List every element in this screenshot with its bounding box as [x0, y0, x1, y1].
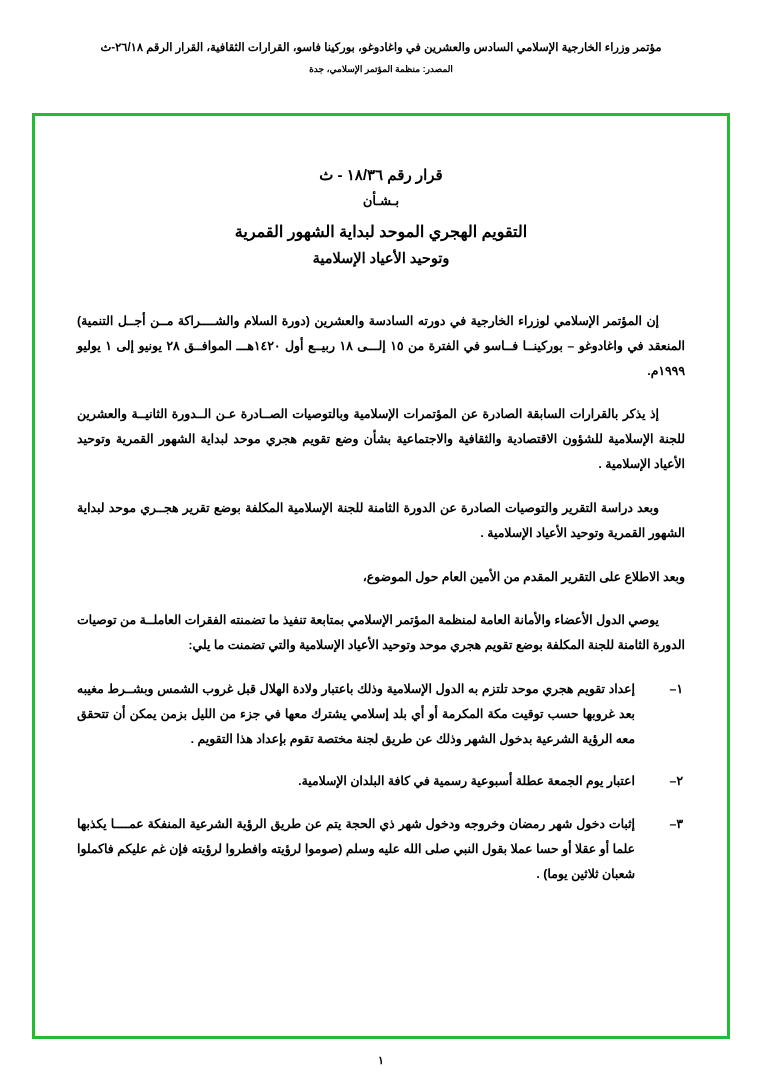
list-item-marker: ٢– [669, 774, 683, 789]
list-item [77, 769, 685, 794]
list-item-marker: ٣– [669, 817, 683, 832]
page-number: ١ [378, 1055, 384, 1067]
resolution-regarding-label: بـشـأن [362, 193, 400, 208]
resolution-subject-line-2: وتوحيد الأعياد الإسلامية [312, 251, 450, 267]
list-item-text: إعداد تقويم هجري موحد تلتزم به الدول الإسلامية وذلك باعتبار ولادة الهلال قبل غروب الشمس وبشــرط مغيبه بعد غروبها حسب توقيت مكة المكرمة أو أي بلد إسلامي يشترك معها في جزء من الليل بزمن يمكن أن تتحقق معه الرؤية الشرعية بدخول الشهر وذلك عن طريق لجنة مختصة تقوم بإعداد هذا التقويم . [77, 681, 635, 746]
resolution-number: قرار رقم ١٨/٣٦ - ث [319, 167, 443, 184]
list-item [77, 812, 685, 886]
list-item-marker: ١– [669, 681, 683, 696]
resolution-subject-line-1: التقويم الهجري الموحد لبداية الشهور القمرية [234, 224, 528, 241]
list-item [77, 677, 685, 751]
document-header [0, 0, 762, 75]
document-header-title: مؤتمر وزراء الخارجية الإسلامي السادس والعشرين في واغادوغو، بوركينا فاسو، القرارات الثقافية، القرار الرقم ٢٦/١٨-ث [100, 42, 662, 54]
paragraph: إن المؤتمر الإسلامي لوزراء الخارجية في دورته السادسة والعشرين (دورة السلام والشــــراكة مــن أجــل التنمية) المنعقد في واغادوغو – بوركينــا فــاسو في الفترة من ١٥ إلـــى ١٨ ربيــع أول ١٤٢٠هـــ الموافــق ٢٨ يونيو إلى ١ يوليو ١٩٩٩م. [77, 314, 685, 378]
resolution-title-block [77, 166, 685, 267]
list-item-text: إثبات دخول شهر رمضان وخروجه ودخول شهر ذي الحجة يتم عن طريق الرؤية الشرعية المنفكة عمــــا يكذبها علما أو عقلا أو حسا عملا بقول النبي صلى الله عليه وسلم (صوموا لرؤيته وافطروا لرؤيته فإن غم عليكم فاكملوا شعبان ثلاثين يوما) . [77, 817, 635, 881]
paragraph: يوصي الدول الأعضاء والأمانة العامة لمنظمة المؤتمر الإسلامي بمتابعة تنفيذ ما تضمنته الفقرات العاملــة من توصيات الدورة الثامنة للجنة المكلفة بوضع تقويم هجري موحد وتوحيد الأعياد الإسلامية والتي تضمنت ما يلي: [77, 613, 685, 653]
document-source-line: المصدر: منظمة المؤتمر الإسلامي، جدة [309, 64, 453, 75]
bordered-content-frame [32, 113, 730, 1039]
operative-clauses-list [77, 677, 685, 887]
list-item-text: اعتبار يوم الجمعة عطلة أسبوعية رسمية في كافة البلدان الإسلامية. [298, 774, 635, 789]
paragraph: وبعد دراسة التقرير والتوصيات الصادرة عن الدورة الثامنة للجنة الإسلامية المكلفة بوضع تقرير هجــري موحد لبداية الشهور القمرية وتوحيد الأعياد الإسلامية . [77, 500, 685, 540]
paragraph: وبعد الاطلاع على التقرير المقدم من الأمين العام حول الموضوع، [362, 569, 685, 584]
resolution-body [77, 309, 685, 887]
paragraph: إذ يذكر بالقرارات السابقة الصادرة عن المؤتمرات الإسلامية وبالتوصيات الصــادرة عـن الــدورة الثانيــة والعشرين للجنة الإسلامية للشؤون الاقتصادية والثقافية والاجتماعية بشأن وضع تقويم هجري موحد لبداية الشهور القمرية وتوحيد الأعياد الإسلامية . [77, 407, 685, 472]
